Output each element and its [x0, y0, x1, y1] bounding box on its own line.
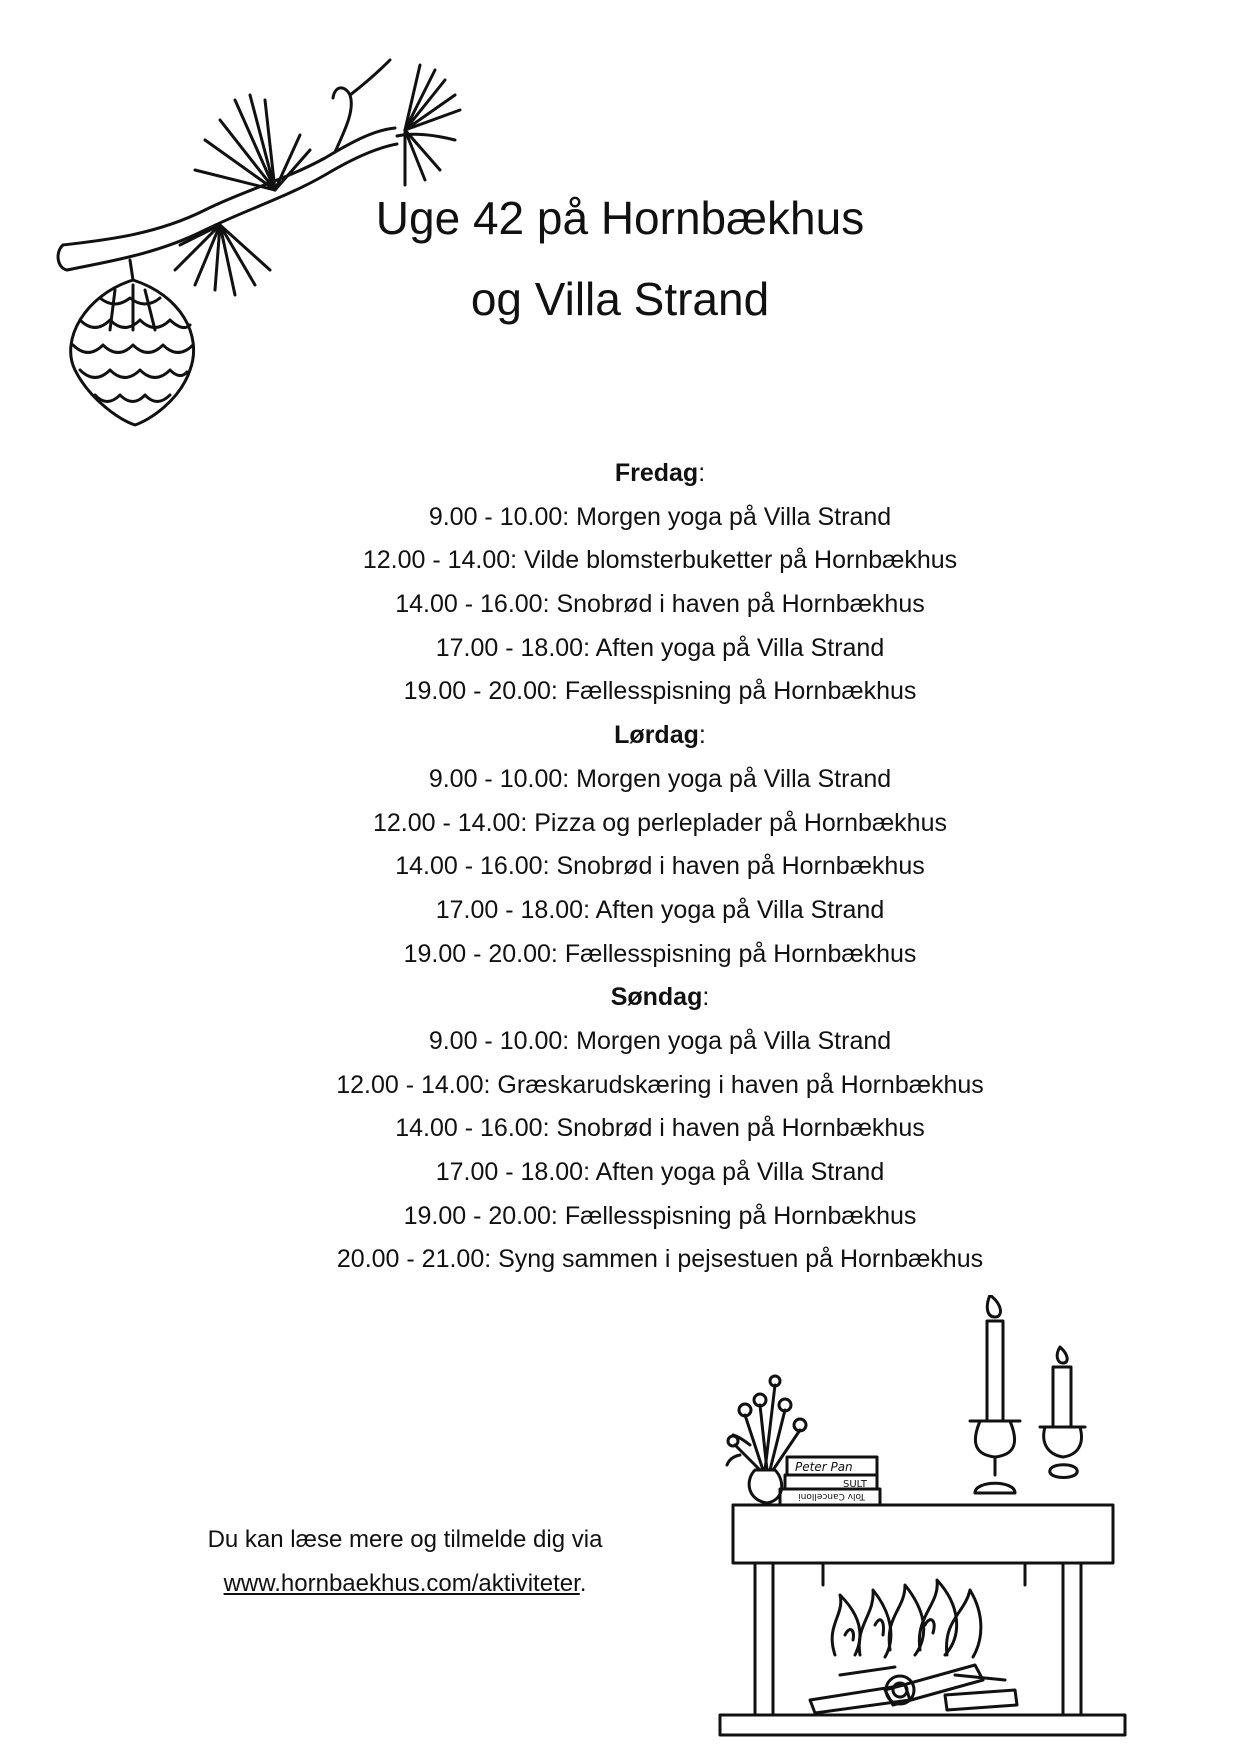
book-title-tolv: Tolv Cancelloni [798, 1491, 865, 1501]
day-name: Søndag [610, 983, 703, 1012]
day-colon: : [702, 983, 710, 1012]
page-title-line-2: og Villa Strand [470, 273, 770, 325]
day-colon: : [698, 459, 706, 487]
day-heading-fredag [220, 452, 1100, 496]
day-heading-lordag [220, 714, 1100, 758]
schedule-item: 20.00 - 21.00: Syng sammen i pejsestuen på Hornbækhus [336, 1245, 984, 1274]
day-colon: : [698, 721, 706, 750]
footer-link-period: . [579, 1570, 587, 1597]
schedule-item: 19.00 - 20.00: Fællesspisning på Hornbækhus [403, 939, 917, 968]
schedule-item: 17.00 - 18.00: Aften yoga på Villa Strand [435, 895, 885, 924]
day-name: Lørdag [614, 721, 699, 750]
footer-info [150, 1518, 660, 1606]
schedule-item: 9.00 - 10.00: Morgen yoga på Villa Strand [428, 1026, 892, 1055]
schedule-item: 12.00 - 14.00: Græskarudskæring i haven på Hornbækhus [336, 1070, 984, 1099]
day-heading-sondag [220, 976, 1100, 1020]
fireplace-with-candles-icon [715, 1295, 1135, 1740]
footer-text: Du kan læse mere og tilmelde dig via [207, 1526, 603, 1553]
schedule-item: 9.00 - 10.00: Morgen yoga på Villa Strand [428, 764, 892, 793]
schedule-item: 17.00 - 18.00: Aften yoga på Villa Strand [435, 1158, 885, 1186]
schedule-item: 12.00 - 14.00: Vilde blomsterbuketter på Hornbækhus [362, 546, 958, 575]
schedule-item: 19.00 - 20.00: Fællesspisning på Hornbækhus [403, 1201, 917, 1230]
schedule-item: 12.00 - 14.00: Pizza og perleplader på Hornbækhus [373, 808, 947, 837]
schedule-item: 17.00 - 18.00: Aften yoga på Villa Strand [435, 633, 885, 662]
activities-link[interactable]: www.hornbaekhus.com/aktiviteter [223, 1570, 580, 1597]
schedule-item: 14.00 - 16.00: Snobrød i haven på Hornbækhus [395, 1114, 925, 1143]
page-title-line-1: Uge 42 på Hornbækhus [375, 192, 865, 244]
activity-schedule [220, 452, 1100, 1282]
day-name: Fredag [614, 459, 699, 487]
book-title-sult: SULT [843, 1479, 867, 1490]
schedule-item: 9.00 - 10.00: Morgen yoga på Villa Strand [428, 502, 892, 531]
book-title-peter-pan: Peter Pan [795, 1460, 853, 1474]
schedule-item: 14.00 - 16.00: Snobrød i haven på Hornbækhus [395, 852, 925, 881]
footer-link-line [150, 1562, 660, 1606]
schedule-item: 19.00 - 20.00: Fællesspisning på Hornbækhus [403, 677, 917, 706]
schedule-item: 14.00 - 16.00: Snobrød i haven på Hornbækhus [395, 590, 925, 619]
